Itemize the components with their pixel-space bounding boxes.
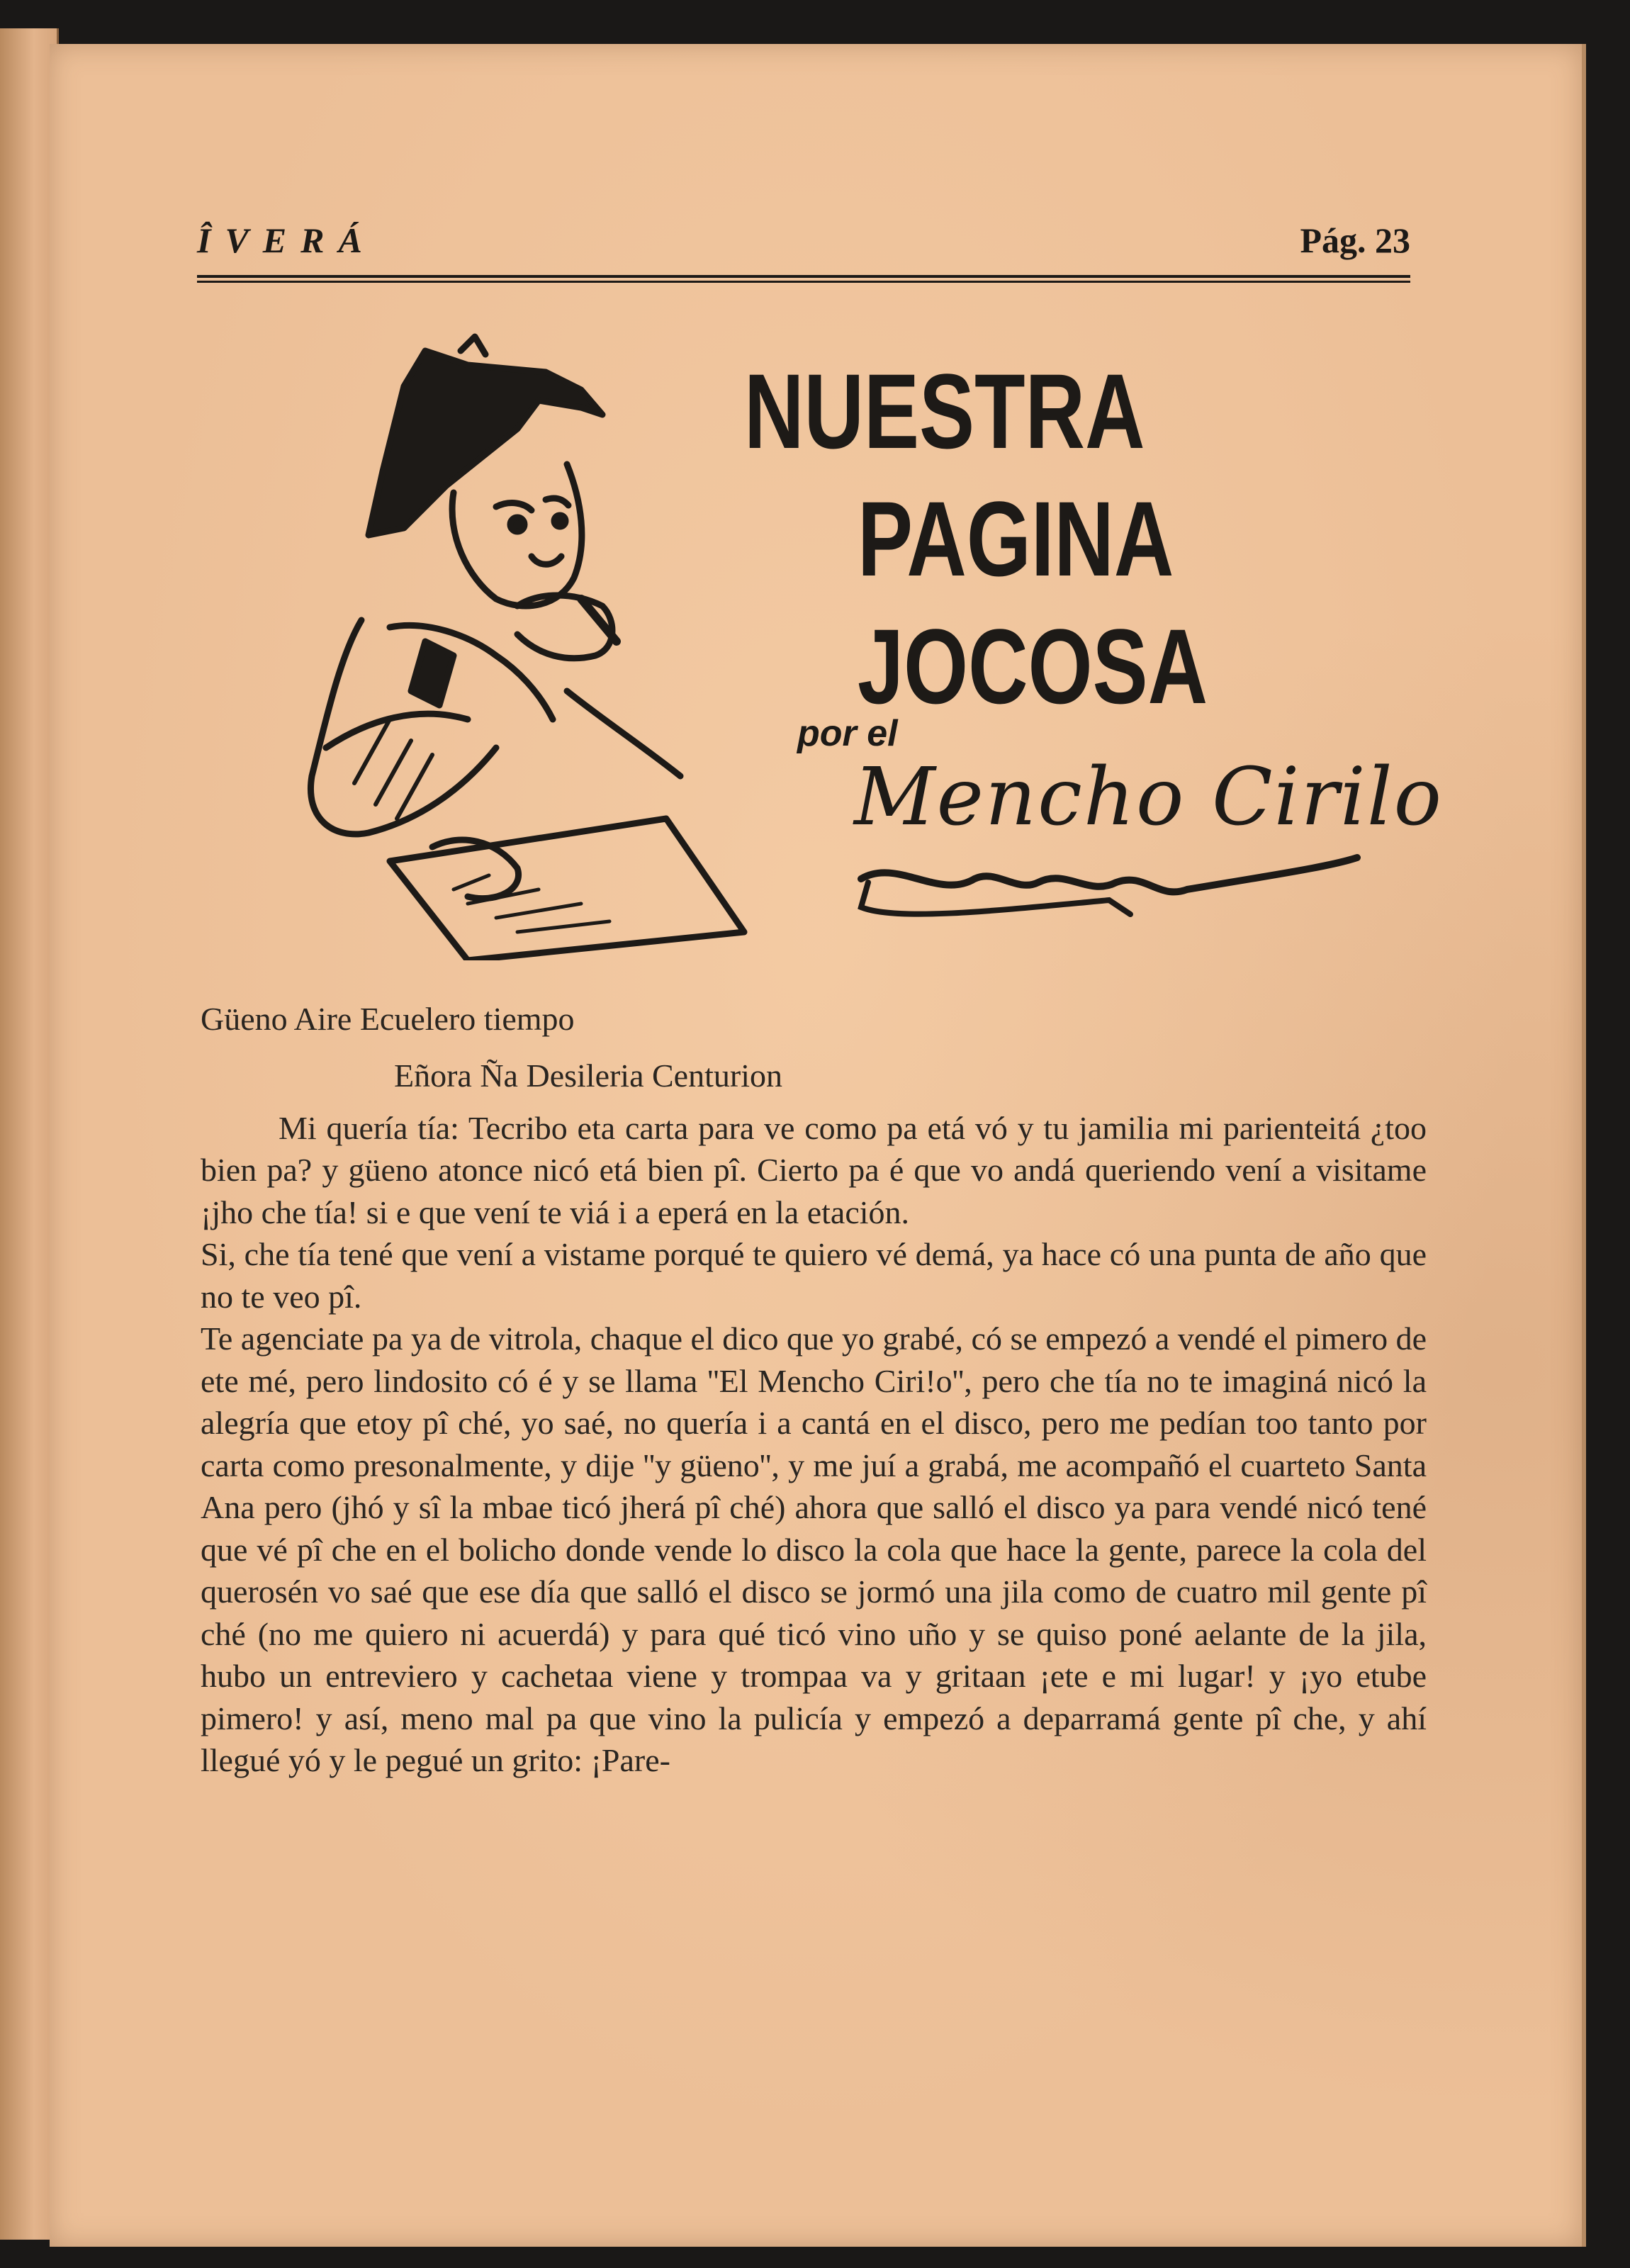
letter-body bbox=[201, 998, 1427, 1782]
letter-paragraph: Mi quería tía: Tecribo eta carta para ve como pa etá vó y tu jamilia mi parienteitá ¿too bien pa? y güeno atonce nicó etá bien pî. Cierto pa é que vo andá queriendo vení a visitame ¡jho che tía! si e que vení te viá i a eperá en la etación. bbox=[201, 1109, 1427, 1230]
letter-greeting: Güeno Aire Ecuelero tiempo bbox=[201, 1001, 575, 1037]
header-rule bbox=[197, 275, 1410, 278]
letter-paragraph: Si, che tía tené que vení a vistame porqué te quiero vé demá, ya hace có una punta de año que no te veo pî. bbox=[201, 1236, 1427, 1315]
page-number: Pág. 23 bbox=[1300, 220, 1410, 260]
author-signature: Mencho Cirilo bbox=[854, 751, 1444, 843]
title-line-2: PAGINA bbox=[858, 479, 1174, 598]
letter-paragraph: Te agenciate pa ya de vitrola, chaque el dico que yo grabé, có se empezó a vendé el pimero de ete mé, pero lindosito có é y se llama ''El Mencho Ciri!o'', pero che tía no te imaginá nicó la alegría que etoy pî ché, yo saé, no quería i a cantá en el disco, pero me pedían too tanto por carta como presonalmente, y dije ''y güeno'', y me juí a grabá, me acompañó el cuarteto Santa Ana pero (jhó y sî la mbae ticó jherá pî ché) ahora que salló el disco ya para vendé nicó tené que vé pî che en el bolicho donde vende lo disco la cola que hace la gente, parece la cola del querosén vo saé que ese día que salló el disco se jormó una jila como de cuatro mil gente pî ché (no me quiero ni acuerdá) y para qué ticó vino uño y se quiso poné aelante de la jila, hubo un entreviero y cachetaa viene y trompaa va y gritaan ¡ete e mi lugar! y ¡yo etube pimero! y así, meno mal pa que vino la pulicía y empezó a deparramá gente pî che, y ahí llegué yó y le pegué un grito: ¡Pare- bbox=[201, 1320, 1427, 1778]
boy-writing-illustration bbox=[283, 322, 794, 960]
feature-title bbox=[744, 347, 1240, 730]
byline: por el bbox=[797, 713, 898, 754]
letter-addressee: Eñora Ña Desileria Centurion bbox=[394, 1057, 782, 1094]
title-line-1: NUESTRA bbox=[744, 352, 1145, 471]
signature-flourish bbox=[854, 850, 1364, 928]
magazine-title: ÎVERÁ bbox=[197, 220, 376, 260]
header-rule-double bbox=[197, 281, 1410, 283]
title-line-3: JOCOSA bbox=[858, 607, 1208, 726]
running-header bbox=[197, 213, 1410, 276]
